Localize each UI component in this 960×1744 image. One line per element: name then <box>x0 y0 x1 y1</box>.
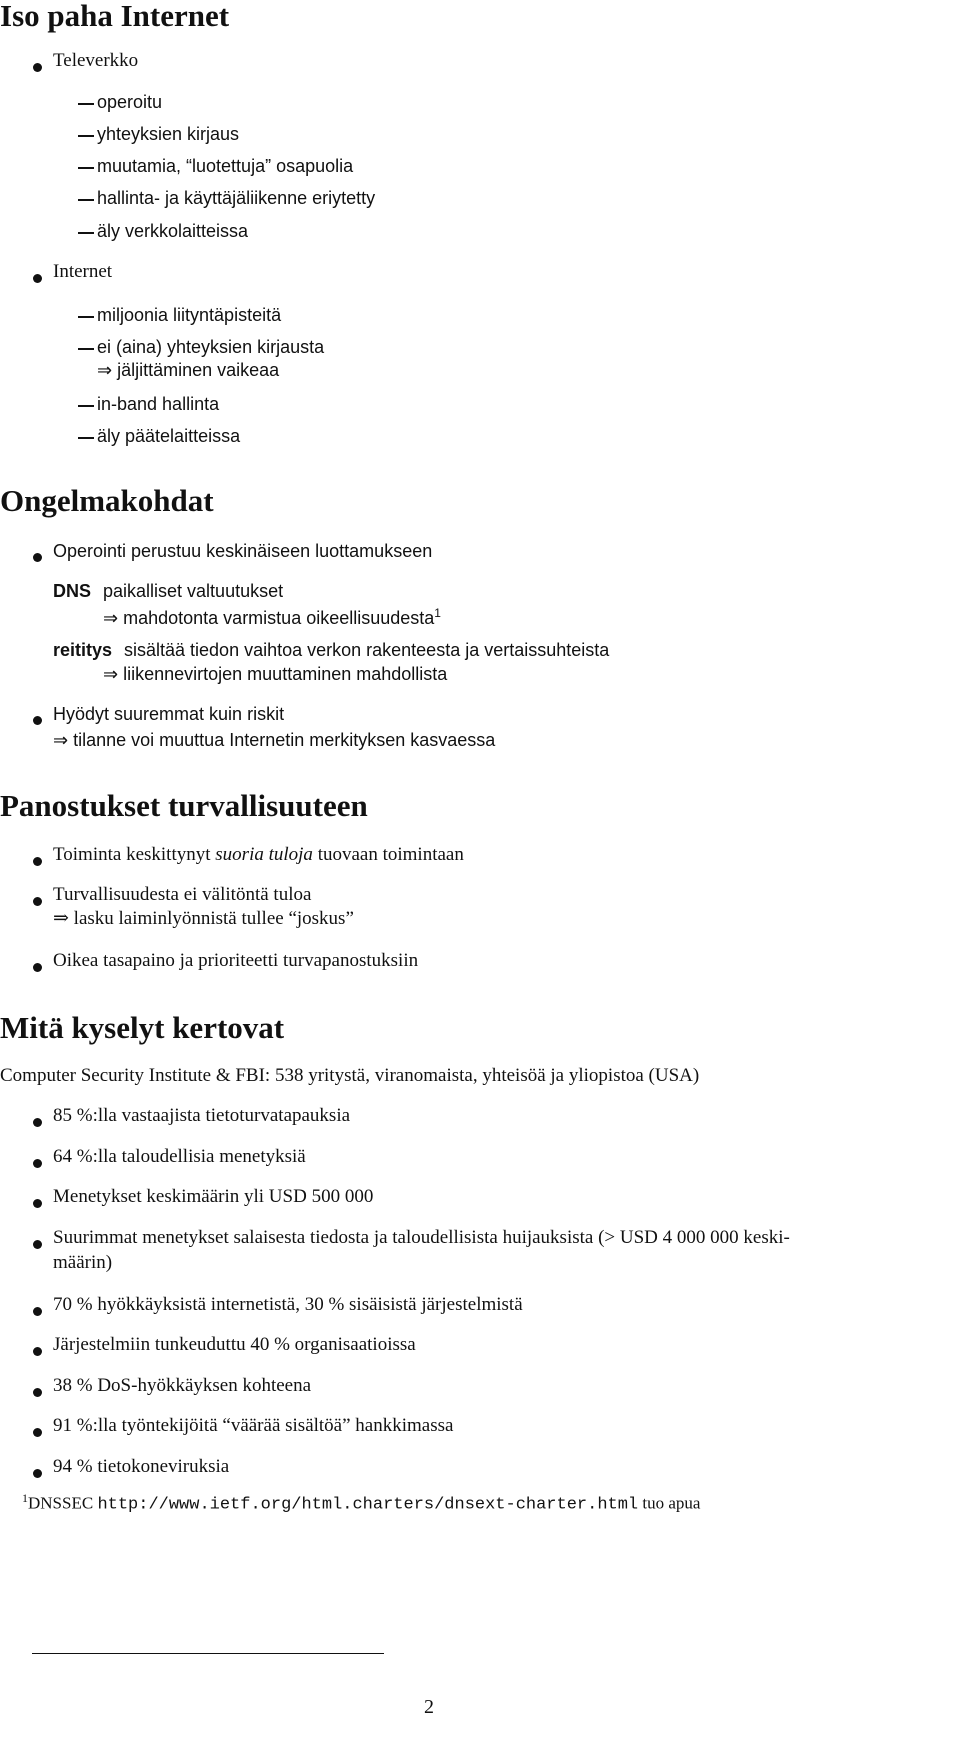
bullet-icon <box>33 63 42 72</box>
bullet-icon <box>33 1159 42 1168</box>
dash-icon <box>78 316 94 318</box>
list-item: Suurimmat menetykset salaisesta tiedosta ja taloudellisista huijauksista (> USD 4 000 000 keski- <box>53 1227 790 1248</box>
implication-text: jäljittäminen vaikeaa <box>117 360 280 380</box>
footnote <box>22 1487 700 1517</box>
heading-iso-paha-internet: Iso paha Internet <box>0 0 230 33</box>
bullet-icon <box>33 1388 42 1397</box>
bullet-icon <box>33 1240 42 1249</box>
bullet-icon <box>33 897 42 906</box>
heading-panostukset: Panostukset turvallisuuteen <box>0 788 368 823</box>
bullet-icon <box>33 716 42 725</box>
bullet-icon <box>33 1307 42 1316</box>
implication-line <box>53 908 354 930</box>
definition-term-dns: DNS <box>53 581 92 601</box>
page-number: 2 <box>424 1696 434 1718</box>
definition-term-reititys: reititys <box>53 640 113 660</box>
sub-item: hallinta- ja käyttäjäliikenne eriytetty <box>97 188 376 208</box>
intro-paragraph: Computer Security Institute & FBI: 538 yritystä, viranomaista, yhteisöä ja yliopistoa (USA) <box>0 1065 700 1086</box>
footnote-tail: tuo apua <box>642 1493 701 1513</box>
list-item: Televerkko <box>53 50 139 71</box>
list-item: 91 %:lla työntekijöitä “väärää sisältöä” hankkimassa <box>53 1415 454 1436</box>
sub-item: äly verkkolaitteissa <box>97 221 249 241</box>
footnote-reference: 1 <box>434 606 441 620</box>
sub-item: äly päätelaitteissa <box>97 426 241 446</box>
implication-text: liikennevirtojen muuttaminen mahdollista <box>123 664 448 684</box>
footnote-link[interactable]: http://www.ietf.org/html.charters/dnsext-charter.html <box>97 1495 639 1515</box>
bullet-icon <box>33 1118 42 1127</box>
bullet-icon <box>33 553 42 562</box>
list-item: Internet <box>53 261 113 282</box>
list-item: Menetykset keskimäärin yli USD 500 000 <box>53 1186 374 1207</box>
dash-icon <box>78 103 94 105</box>
implication-text: mahdotonta varmistua oikeellisuudesta <box>123 608 435 628</box>
list-item: Järjestelmiin tunkeuduttu 40 % organisaatioissa <box>53 1334 416 1355</box>
heading-ongelmakohdat: Ongelmakohdat <box>0 483 214 518</box>
sub-item: yhteyksien kirjaus <box>97 124 240 144</box>
list-item: Oikea tasapaino ja prioriteetti turvapanostuksiin <box>53 950 419 971</box>
text-span: tuovaan toimintaan <box>312 844 464 865</box>
implies-arrow-icon: ⇒ <box>103 664 119 684</box>
implication-text: lasku laiminlyönnistä tullee “joskus” <box>73 908 354 929</box>
dash-icon <box>78 437 94 439</box>
definition-text: paikalliset valtuutukset <box>103 581 284 601</box>
sub-item: muutamia, “luotettuja” osapuolia <box>97 156 354 176</box>
dash-icon <box>78 405 94 407</box>
implication-line <box>103 663 447 685</box>
sub-item: ei (aina) yhteyksien kirjausta <box>97 337 325 357</box>
implication-line <box>53 729 495 751</box>
implies-arrow-icon: ⇒ <box>53 730 69 750</box>
list-item: 38 % DoS-hyökkäyksen kohteena <box>53 1375 312 1396</box>
implication-line <box>103 602 441 629</box>
text-span: Toiminta keskittynyt <box>53 844 216 865</box>
implies-arrow-icon: ⇒ <box>103 608 119 628</box>
list-item: Hyödyt suuremmat kuin riskit <box>53 704 285 724</box>
implies-arrow-icon: ⇒ <box>53 908 69 929</box>
implies-arrow-icon: ⇒ <box>97 360 113 380</box>
dash-icon <box>78 167 94 169</box>
list-item: Operointi perustuu keskinäiseen luottamukseen <box>53 541 433 561</box>
list-item: 70 % hyökkäyksistä internetistä, 30 % sisäisistä järjestelmistä <box>53 1294 523 1315</box>
footnote-label: DNSSEC <box>28 1493 94 1513</box>
bullet-icon <box>33 963 42 972</box>
list-item-continuation: määrin) <box>53 1252 113 1273</box>
bullet-icon <box>33 1199 42 1208</box>
sub-item: in-band hallinta <box>97 394 220 414</box>
bullet-icon <box>33 274 42 283</box>
dash-icon <box>78 135 94 137</box>
emphasis-text: suoria tuloja <box>215 844 313 865</box>
list-item: 64 %:lla taloudellisia menetyksiä <box>53 1146 306 1167</box>
implication-line <box>97 359 279 381</box>
heading-mita-kyselyt-kertovat: Mitä kyselyt kertovat <box>0 1010 285 1045</box>
list-item: 94 % tietokoneviruksia <box>53 1456 230 1477</box>
list-item: 85 %:lla vastaajista tietoturvatapauksia <box>53 1105 351 1126</box>
bullet-icon <box>33 1347 42 1356</box>
dash-icon <box>78 348 94 350</box>
list-item <box>53 844 464 866</box>
bullet-icon <box>33 1469 42 1478</box>
definition-text: sisältää tiedon vaihtoa verkon rakenteesta ja vertaissuhteista <box>124 640 610 660</box>
sub-item: miljoonia liityntäpisteitä <box>97 305 282 325</box>
sub-item: operoitu <box>97 92 163 112</box>
footnote-rule <box>32 1653 384 1654</box>
bullet-icon <box>33 857 42 866</box>
footnote-mark: 1 <box>22 1491 28 1505</box>
bullet-icon <box>33 1428 42 1437</box>
dash-icon <box>78 232 94 234</box>
implication-text: tilanne voi muuttua Internetin merkityksen kasvaessa <box>73 730 496 750</box>
dash-icon <box>78 199 94 201</box>
list-item: Turvallisuudesta ei välitöntä tuloa <box>53 884 312 905</box>
